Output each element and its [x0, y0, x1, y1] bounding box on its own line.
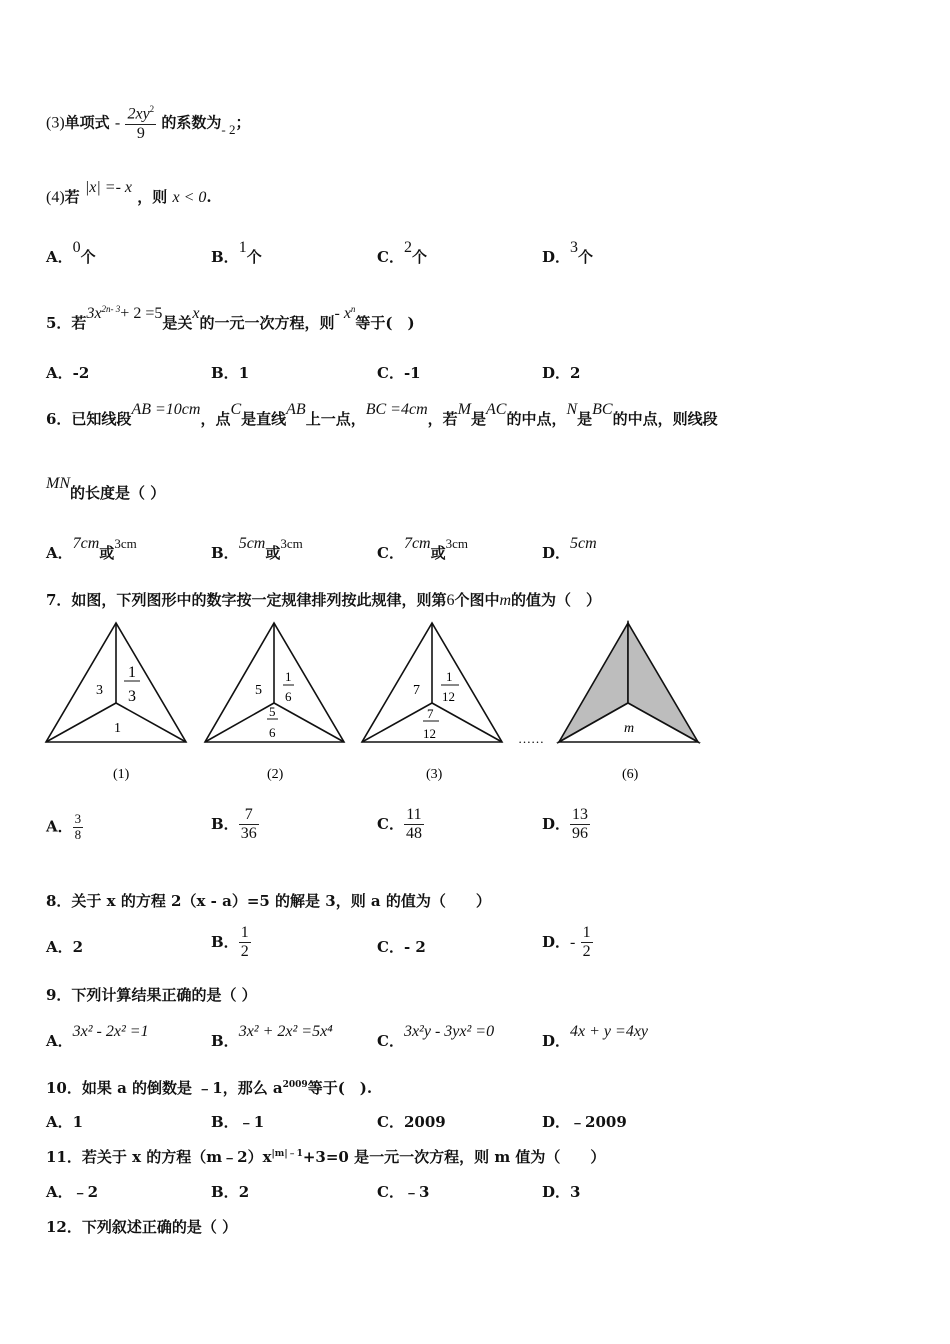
- q7-option-c[interactable]: [377, 806, 424, 844]
- option-value: 2: [403, 239, 412, 256]
- frac-num: 7: [239, 806, 259, 825]
- q6-option-d[interactable]: [542, 535, 597, 563]
- q10-option-c[interactable]: [377, 1111, 446, 1132]
- option-label: B．: [211, 248, 239, 266]
- option-label: B．: [211, 1113, 239, 1131]
- q6-text: 是: [577, 410, 593, 428]
- option-label: A．: [46, 1183, 73, 1201]
- q10-option-b[interactable]: [211, 1111, 264, 1132]
- triangle-3: [362, 623, 502, 742]
- q8-line: 8．关于 x 的方程 2（x - a）=5 的解是 3，则 a 的值为（ ）: [46, 892, 491, 910]
- option-label: A．: [46, 364, 73, 382]
- q4-prefix: (4): [46, 189, 65, 206]
- option-value: -1: [403, 364, 421, 382]
- t1-caption: (1): [113, 767, 130, 782]
- q6-option-a[interactable]: [46, 535, 137, 563]
- t6-bottom: m: [624, 721, 635, 736]
- option-label: D．: [542, 1032, 571, 1050]
- q6-bc: BC =4cm: [365, 401, 428, 418]
- q9-option-d[interactable]: [542, 1023, 649, 1051]
- option-label: C．: [377, 364, 404, 382]
- q4-text-b: ，则: [137, 188, 168, 206]
- q7-line: [46, 589, 601, 610]
- q9-line: 9．下列计算结果正确的是（ ）: [46, 986, 257, 1004]
- option-fraction: [570, 806, 590, 844]
- q7-figure: [0, 615, 950, 790]
- q5-option-b[interactable]: [211, 362, 249, 383]
- q4-option-b[interactable]: [211, 239, 262, 267]
- t1-right-num: 1: [128, 664, 136, 681]
- q4-end: .: [206, 188, 212, 206]
- option-value: ﹣2: [72, 1183, 99, 1201]
- q11-option-b[interactable]: [211, 1181, 249, 1202]
- option-fraction: [239, 924, 251, 962]
- q6-line2: [46, 475, 166, 503]
- option-fraction: [404, 806, 424, 844]
- t6-caption: (6): [622, 767, 639, 782]
- option-value: 2009: [403, 1113, 446, 1131]
- option-fraction: [581, 924, 593, 962]
- q10-exp: 2009: [282, 1080, 308, 1090]
- option-value: 7cm: [403, 535, 431, 552]
- option-label: A．: [46, 248, 73, 266]
- option-value: ﹣2009: [570, 1113, 627, 1131]
- option-value2: 3cm: [280, 536, 303, 551]
- option-value: 3: [570, 1183, 581, 1201]
- q9-option-a[interactable]: [46, 1023, 149, 1051]
- t2-left: 5: [255, 683, 262, 698]
- q7-m: m: [499, 592, 512, 609]
- q5-option-d[interactable]: [542, 362, 580, 383]
- q3-frac-den: 9: [136, 124, 145, 142]
- q10-text: 10．如果 a 的倒数是 ﹣1，那么 a: [46, 1079, 283, 1097]
- q8-option-c[interactable]: [377, 936, 426, 957]
- q6-number: 6．已知线段: [46, 410, 132, 428]
- q4-option-a[interactable]: [46, 239, 96, 267]
- frac-den: 8: [74, 826, 82, 842]
- t1-right-den: 3: [128, 688, 136, 705]
- q9-option-b[interactable]: [211, 1023, 333, 1051]
- q10-option-a[interactable]: [46, 1111, 83, 1132]
- q7-six: 6: [446, 592, 455, 609]
- q5-text-a: 是关: [162, 314, 193, 332]
- option-label: A．: [46, 1113, 73, 1131]
- option-label: D．: [542, 1183, 571, 1201]
- frac-den: 48: [405, 825, 422, 843]
- option-label: B．: [211, 364, 239, 382]
- option-or: 或: [430, 544, 446, 562]
- option-label: A．: [46, 817, 73, 836]
- option-expr: 4x + y =4xy: [570, 1023, 649, 1040]
- q3-line: [46, 104, 251, 143]
- t3-left: 7: [413, 683, 420, 698]
- q10-line: [46, 1077, 372, 1098]
- frac-num: 13: [570, 806, 590, 825]
- t2-right-den: 6: [285, 689, 292, 704]
- option-value2: 3cm: [445, 536, 469, 551]
- t2-right-num: 1: [285, 669, 292, 684]
- option-value2: 3cm: [114, 536, 137, 551]
- q6-ab: AB =10cm: [131, 401, 201, 418]
- option-value: 0: [72, 239, 81, 256]
- q8-option-d[interactable]: [542, 924, 593, 962]
- q4-line: [46, 179, 212, 207]
- q6-text: ，点: [200, 410, 231, 428]
- option-value: 5cm: [238, 535, 266, 552]
- t3-caption: (3): [426, 767, 443, 782]
- q5-eq: 3x: [86, 305, 102, 322]
- frac-den: 96: [572, 825, 589, 843]
- option-expr: 3x²y - 3yx² =0: [403, 1023, 495, 1040]
- option-label: C．: [377, 248, 404, 266]
- option-value: 3: [570, 239, 579, 256]
- q6-ab2: AB: [286, 401, 306, 418]
- option-value: 2: [72, 938, 84, 956]
- q3-frac-exp: 2: [149, 104, 155, 114]
- q10-text2: 等于( ).: [307, 1079, 373, 1097]
- frac-num: 3: [74, 811, 82, 826]
- frac-num: 1: [581, 924, 593, 943]
- frac-den: 2: [582, 943, 591, 961]
- frac-den: 36: [240, 825, 257, 843]
- q7-text3: 的值为（ ）: [511, 591, 602, 609]
- q11-text: 11．若关于 x 的方程（m﹣2）x: [46, 1148, 272, 1166]
- q11-text2: +3=0 是一元一次方程，则 m 值为（ ）: [302, 1148, 606, 1166]
- q10-option-d[interactable]: [542, 1111, 627, 1132]
- option-label: C．: [377, 1032, 404, 1050]
- q6-option-b[interactable]: [211, 535, 303, 563]
- q6-line: [46, 401, 718, 429]
- sequence-dots: ……: [518, 731, 544, 746]
- option-label: B．: [211, 1183, 239, 1201]
- option-value: 2: [238, 1183, 250, 1201]
- option-value: - 2: [403, 938, 426, 956]
- option-value: 1: [238, 364, 250, 382]
- option-unit: 个: [80, 248, 96, 266]
- q8-option-a[interactable]: [46, 936, 83, 957]
- option-value: ﹣1: [238, 1113, 265, 1131]
- q6-c: C: [230, 401, 242, 418]
- option-value: 5cm: [570, 535, 597, 552]
- q6-mn: MN: [46, 475, 70, 492]
- option-label: C．: [377, 544, 404, 562]
- option-label: C．: [377, 938, 404, 956]
- q3-end: ；: [235, 113, 251, 132]
- option-label: D．: [542, 932, 571, 951]
- frac-den: 2: [240, 943, 249, 961]
- option-label: C．: [377, 814, 404, 833]
- q7-text2: 个图中: [454, 591, 500, 609]
- q3-minus: -: [114, 114, 121, 132]
- q5-neg: - x: [334, 305, 351, 322]
- t2-caption: (2): [267, 767, 284, 782]
- option-label: A．: [46, 938, 73, 956]
- option-label: A．: [46, 544, 73, 562]
- q7-option-a[interactable]: [46, 812, 83, 843]
- q11-exp: |m|﹣1: [271, 1149, 303, 1159]
- option-or: 或: [99, 544, 115, 562]
- q4-cond: x < 0: [172, 189, 207, 206]
- q3-text-b: 的系数为: [161, 113, 222, 132]
- q6-text: 的中点，则线段: [612, 410, 718, 428]
- q4-option-d[interactable]: [542, 239, 594, 267]
- frac-num: 11: [404, 806, 424, 825]
- q6-text: 是直线: [241, 410, 287, 428]
- q6-ac: AC: [485, 401, 507, 418]
- option-expr: 3x² + 2x² =5x⁴: [238, 1023, 333, 1040]
- option-value: 7cm: [72, 535, 100, 552]
- q5-number: 5．若: [46, 314, 87, 332]
- option-label: D．: [542, 1113, 571, 1131]
- t1-left: 3: [96, 683, 103, 698]
- q4-expr: |x| =- x: [84, 179, 133, 196]
- q6-n: N: [566, 401, 578, 418]
- q5-option-c[interactable]: [377, 362, 421, 383]
- q6-text: 的长度是（ ）: [70, 484, 166, 502]
- q3-frac-num: 2xy: [127, 105, 150, 123]
- q11-option-c[interactable]: [377, 1181, 429, 1202]
- q5-option-a[interactable]: [46, 362, 89, 383]
- option-value: -2: [72, 364, 90, 382]
- option-or: 或: [265, 544, 281, 562]
- q11-line: [46, 1146, 605, 1167]
- q3-fraction: [125, 104, 156, 143]
- q6-text: 是: [470, 410, 486, 428]
- option-expr: 3x² - 2x² =1: [72, 1023, 149, 1040]
- option-label: A．: [46, 1032, 73, 1050]
- q6-option-c[interactable]: [377, 535, 469, 563]
- option-label: D．: [542, 814, 571, 833]
- t3-right-den: 12: [442, 689, 455, 704]
- q11-option-d[interactable]: [542, 1181, 580, 1202]
- q7-option-b[interactable]: [211, 806, 259, 844]
- q4-text-a: 若: [64, 188, 80, 206]
- q6-text: ，若: [427, 410, 458, 428]
- q5-line: [46, 304, 415, 333]
- option-fraction: [239, 806, 259, 844]
- frac-num: 1: [239, 924, 251, 943]
- t2-bottom-num: 5: [269, 704, 276, 719]
- option-value: ﹣3: [403, 1183, 430, 1201]
- option-label: D．: [542, 364, 571, 382]
- q6-bc2: BC: [592, 401, 613, 418]
- q5-nexp: n: [350, 304, 356, 314]
- option-fraction: [73, 812, 84, 843]
- q6-text: 的中点，: [506, 410, 567, 428]
- option-unit: 个: [411, 248, 427, 266]
- q7-text: 7．如图，下列图形中的数字按一定规律排列按此规律，则第: [46, 591, 447, 609]
- option-label: D．: [542, 544, 571, 562]
- option-neg: -: [570, 933, 576, 951]
- q12-line: 12．下列叙述正确的是（ ）: [46, 1218, 238, 1236]
- option-unit: 个: [246, 248, 262, 266]
- q9-option-c[interactable]: [377, 1023, 495, 1051]
- q5-text-c: 等于( ): [355, 314, 415, 332]
- q5-exp: 2n- 3: [101, 304, 121, 314]
- option-label: B．: [211, 544, 239, 562]
- option-label: C．: [377, 1183, 404, 1201]
- option-value: 1: [72, 1113, 84, 1131]
- q5-eq2: + 2 =5: [120, 305, 163, 322]
- option-label: B．: [211, 814, 239, 833]
- q6-text: 上一点，: [305, 410, 366, 428]
- t3-bottom-den: 12: [423, 726, 436, 741]
- q8-option-b[interactable]: [211, 924, 251, 962]
- q6-m: M: [457, 401, 471, 418]
- t1-bottom: 1: [114, 721, 121, 736]
- t3-bottom-num: 7: [427, 706, 434, 721]
- q4-option-c[interactable]: [377, 239, 427, 267]
- option-label: B．: [211, 1032, 239, 1050]
- q3-value: - 2: [221, 121, 236, 137]
- option-value: 1: [238, 239, 247, 256]
- option-label: B．: [211, 932, 239, 951]
- option-value: 2: [570, 364, 581, 382]
- option-unit: 个: [578, 248, 594, 266]
- q3-prefix: (3): [46, 114, 65, 132]
- q7-option-d[interactable]: [542, 806, 590, 844]
- option-label: D．: [542, 248, 571, 266]
- q5-text-b: 的一元一次方程，则: [199, 314, 335, 332]
- q5-x: x: [192, 305, 200, 322]
- q3-text-a: 单项式: [64, 113, 110, 132]
- q11-option-a[interactable]: [46, 1181, 98, 1202]
- t3-right-num: 1: [446, 669, 453, 684]
- option-label: C．: [377, 1113, 404, 1131]
- t2-bottom-den: 6: [269, 725, 276, 740]
